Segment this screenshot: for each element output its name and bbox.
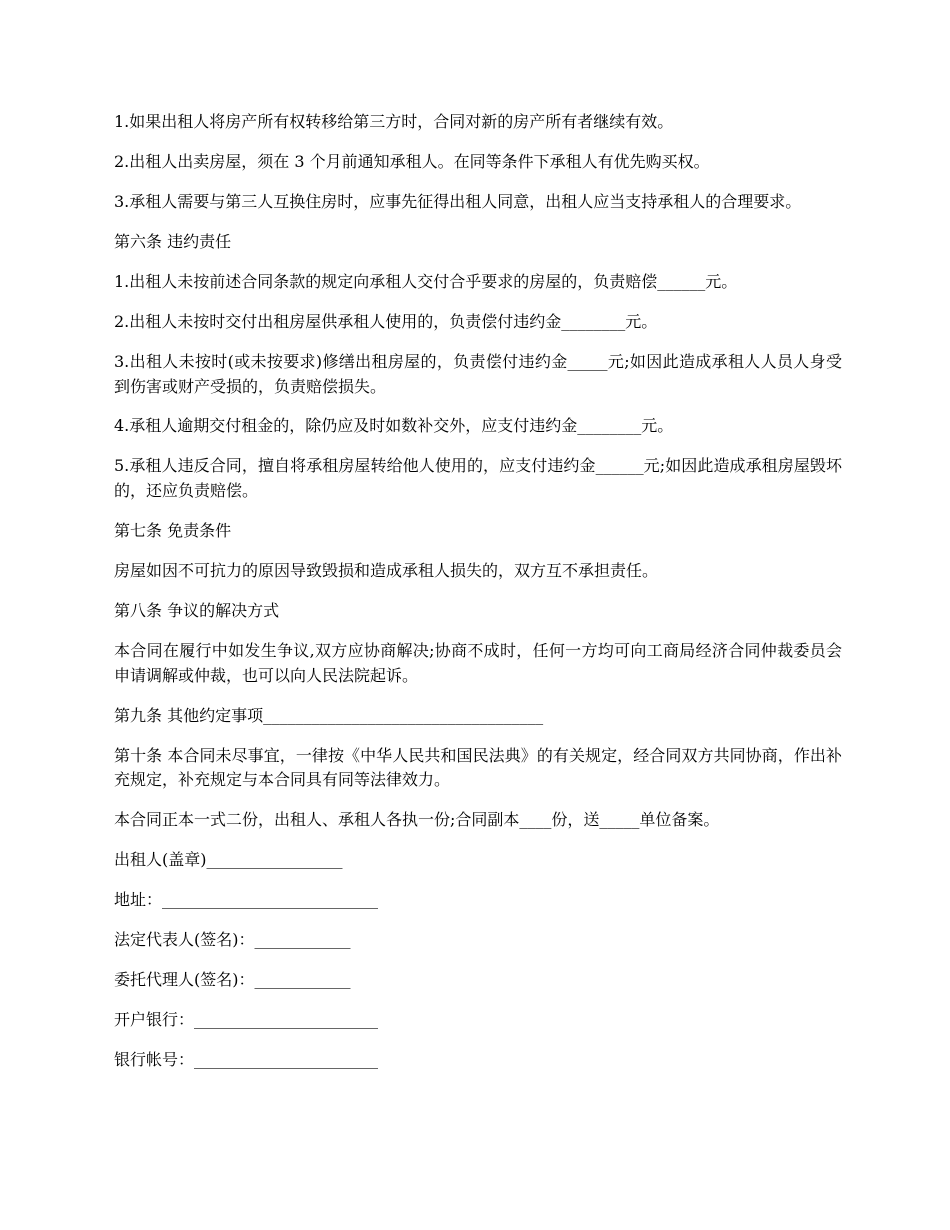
signature-line-agent: 委托代理人(签名)：____________ <box>114 970 351 990</box>
clause-paragraph: 3.承租人需要与第三人互换住房时，应事先征得出租人同意，出租人应当支持承租人的合理要求。 <box>114 191 802 211</box>
clause-paragraph: 1.如果出租人将房产所有权转移给第三方时，合同对新的房产所有者继续有效。 <box>114 112 674 131</box>
section-heading: 第九条 其他约定事项___________________________________ <box>114 705 544 725</box>
clause-paragraph: 房屋如因不可抗力的原因导致毁损和造成承租人损失的，双方互不承担责任。 <box>114 561 659 581</box>
section-heading: 第八条 争议的解决方式 <box>114 601 280 621</box>
signature-line-address: 地址：___________________________ <box>114 890 379 910</box>
signature-line-bank: 开户银行：_______________________ <box>114 1010 379 1030</box>
signature-line-account: 银行帐号：_______________________ <box>114 1050 379 1070</box>
clause-paragraph: 4.承租人逾期交付租金的，除仍应及时如数补交外，应支付违约金________元。 <box>114 416 674 436</box>
clause-paragraph: 本合同正本一式二份，出租人、承租人各执一份;合同副本____份，送_____单位备案。 <box>114 810 720 830</box>
clause-paragraph: 本合同在履行中如发生争议,双方应协商解决;协商不成时，任何一方均可向工商局经济合同仲裁委员会申请调解或仲裁，也可以向人民法院起诉。 <box>114 641 842 685</box>
clause-paragraph: 3.出租人未按时(或未按要求)修缮出租房屋的，负责偿付违约金_____元;如因此造成承租人人员人身受到伤害或财产受损的，负责赔偿损失。 <box>114 351 842 396</box>
signature-line-legal-representative: 法定代表人(签名)：____________ <box>114 930 351 950</box>
clause-paragraph: 1.出租人未按前述合同条款的规定向承租人交付合乎要求的房屋的，负责赔偿______元。 <box>114 271 738 291</box>
clause-paragraph: 2.出租人出卖房屋，须在 3 个月前通知承租人。在同等条件下承租人有优先购买权。 <box>114 151 710 171</box>
section-heading: 第七条 免责条件 <box>114 521 232 541</box>
signature-line-lessor: 出租人(盖章)_________________ <box>114 850 343 870</box>
contract-body <box>114 110 842 1088</box>
clause-paragraph: 第十条 本合同未尽事宜，一律按《中华人民共和国民法典》的有关规定，经合同双方共同协商，作出补充规定，补充规定与本合同具有同等法律效力。 <box>114 745 842 790</box>
section-heading: 第六条 违约责任 <box>114 231 232 251</box>
clause-paragraph: 2.出租人未按时交付出租房屋供承租人使用的，负责偿付违约金________元。 <box>114 311 658 331</box>
clause-paragraph: 5.承租人违反合同，擅自将承租房屋转给他人使用的，应支付违约金______元;如因此造成承租房屋毁坏的，还应负责赔偿。 <box>114 456 842 501</box>
